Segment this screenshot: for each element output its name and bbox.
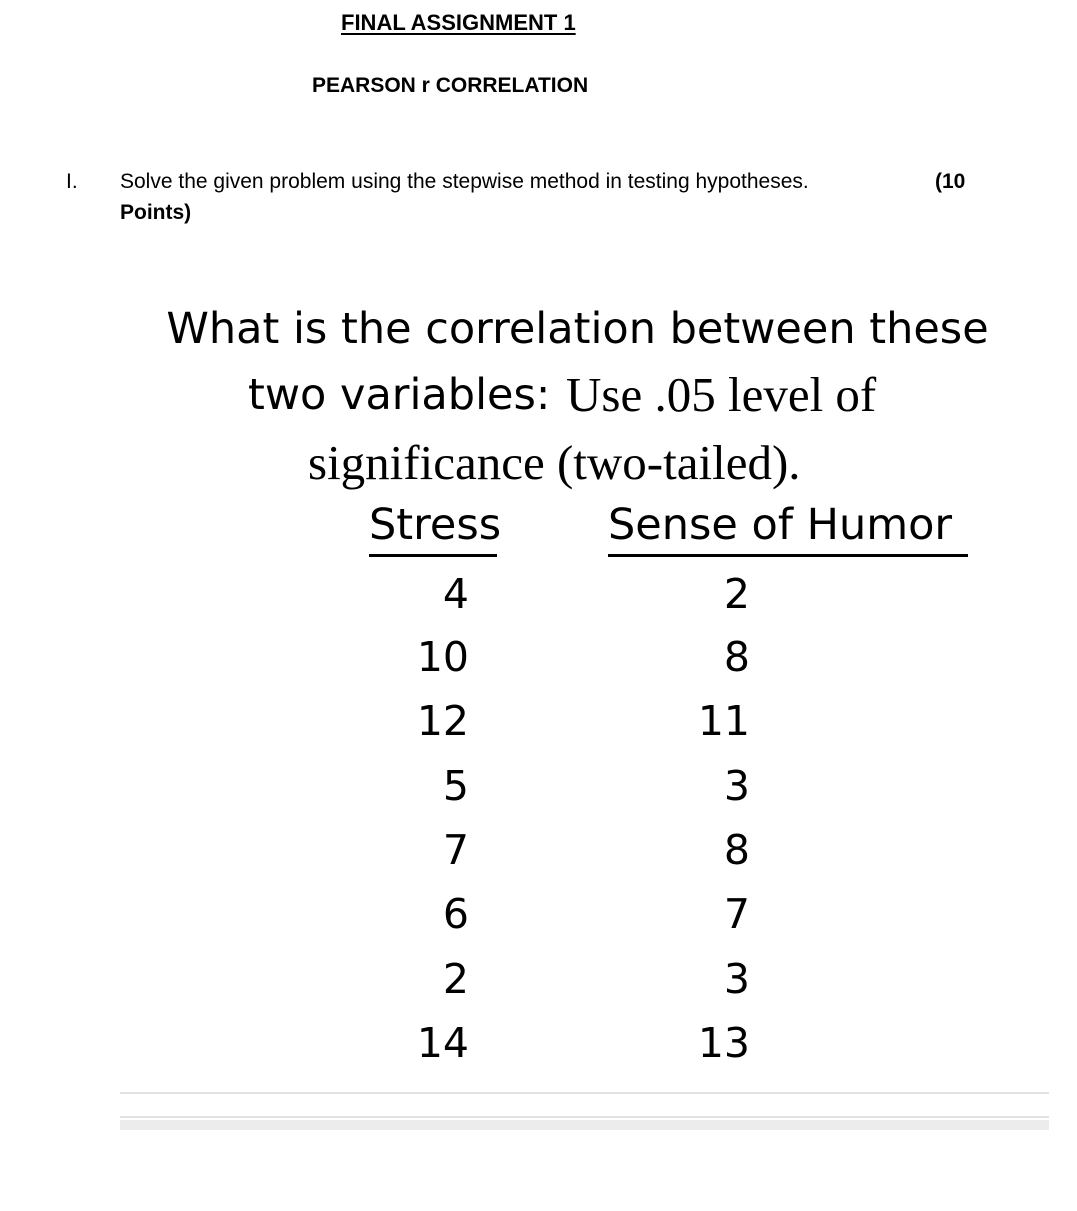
points-label-continued: Points) — [120, 201, 192, 224]
stress-value: 4 — [442, 570, 469, 618]
problem-number: I. — [66, 170, 78, 193]
stress-value: 5 — [442, 762, 469, 810]
humor-value: 7 — [723, 890, 750, 938]
stress-value: 7 — [442, 826, 469, 874]
divider-line — [120, 1092, 1049, 1094]
question-line-1: What is the correlation between these — [166, 304, 989, 354]
column-header-stress: Stress — [369, 500, 497, 557]
humor-value: 2 — [723, 570, 750, 618]
humor-value: 11 — [697, 697, 750, 745]
stress-value: 14 — [416, 1019, 469, 1067]
divider-line — [120, 1116, 1049, 1118]
problem-instruction: Solve the given problem using the stepwise method in testing hypotheses. — [120, 170, 809, 193]
stress-value: 10 — [416, 633, 469, 681]
humor-value: 13 — [697, 1019, 750, 1067]
document-title: FINAL ASSIGNMENT 1 — [341, 10, 576, 35]
humor-value: 3 — [723, 762, 750, 810]
stress-value: 6 — [442, 890, 469, 938]
question-line-2-end: Use .05 level of — [566, 367, 877, 422]
humor-value: 8 — [723, 633, 750, 681]
question-line-3: significance (two-tailed). — [308, 435, 801, 490]
question-line-2-start: two variables: — [248, 370, 551, 420]
points-label: (10 — [935, 170, 966, 193]
document-subtitle: PEARSON r CORRELATION — [312, 74, 589, 97]
stress-value: 2 — [442, 955, 469, 1003]
humor-value: 8 — [723, 826, 750, 874]
humor-value: 3 — [723, 955, 750, 1003]
column-header-sense-of-humor: Sense of Humor — [608, 500, 968, 557]
stress-value: 12 — [416, 697, 469, 745]
divider-band — [120, 1120, 1049, 1130]
